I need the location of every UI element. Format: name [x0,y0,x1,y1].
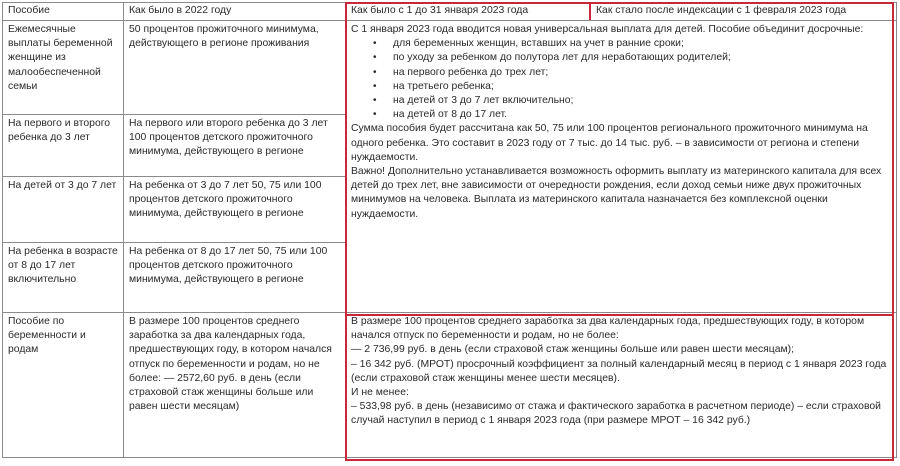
header-2022: Как было в 2022 году [124,3,346,21]
maternity-new-cell [346,313,897,458]
merged-benefits-list [351,37,891,122]
benefit-name: Пособие по беременности и родам [3,313,124,458]
header-benefit: Пособие [3,3,124,21]
maternity-line: И не менее: [351,387,409,399]
maternity-lead: В размере 100 процентов среднего заработка за два календарных года, предшествующих году, в котором начался отпуск по беременности и родам, но не более: [351,316,865,342]
benefit-2022: 50 процентов прожиточного минимума, действующего в регионе проживания [124,21,346,115]
table-row [3,21,897,115]
list-item: • на первого ребенка до трех лет; [351,66,891,80]
list-item: • для беременных женщин, вставших на учет в ранние сроки; [351,37,891,51]
header-divider [589,2,591,20]
header-jan-2023: Как было с 1 до 31 января 2023 года [346,3,591,21]
unified-important-note: Важно! Дополнительно устанавливается возможность оформить выплату из материнского капитала для всех детей до трех лет, вне зависимости от очередности рождения, если доход семьи ниже двух прожиточных минимумов на человека. Выплата из материнского капитала назначается без комплексной оценки нуждаемости. [351,166,882,220]
benefit-2022: На ребенка от 8 до 17 лет 50, 75 или 100 процентов детского прожиточного минимума, действующего в регионе [124,243,346,313]
unified-intro: С 1 января 2023 года вводится новая универсальная выплата для детей. Пособие объединит досрочные: [351,24,864,35]
table-header-row [3,3,897,21]
unified-benefit-cell [346,21,897,313]
benefit-2022: На первого или второго ребенка до 3 лет 100 процентов детского прожиточного минимума, действующего в регионе [124,115,346,177]
benefit-name: Ежемесячные выплаты беременной женщине из малообеспеченной семьи [3,21,124,115]
benefit-2022: На ребенка от 3 до 7 лет 50, 75 или 100 процентов детского прожиточного минимума, действующего в регионе [124,177,346,243]
list-item: • на детей от 3 до 7 лет включительно; [351,94,891,108]
list-item: • по уходу за ребенком до полутора лет для неработающих родителей; [351,51,891,65]
benefit-name: На ребенка в возрасте от 8 до 17 лет включительно [3,243,124,313]
list-item: • на третьего ребенка; [351,80,891,94]
table-row [3,313,897,458]
benefit-name: На детей от 3 до 7 лет [3,177,124,243]
header-feb-2023: Как стало после индексации с 1 февраля 2023 года [591,3,897,21]
maternity-line: — 2 736,99 руб. в день (если страховой стаж женщины больше или равен шести месяцам); [351,344,795,356]
maternity-line: – 533,98 руб. в день (независимо от стажа и фактического заработка в расчетном периоде) – если страховой случай наступил в период с 1 января 2023 года (при размере МРОТ – 16 342 руб.) [351,401,881,427]
list-item: • на детей от 8 до 17 лет. [351,108,891,122]
benefit-name: На первого и второго ребенка до 3 лет [3,115,124,177]
benefit-2022: В размере 100 процентов среднего заработка за два календарных года, предшествующих году, в котором начался отпуск по беременности и родам, но не более: — 2572,60 руб. в день (если страховой стаж женщины больше или равен шести месяцам) [124,313,346,458]
highlight-divider [345,314,894,316]
unified-sum-text: Сумма пособия будет рассчитана как 50, 75 или 100 процентов регионального прожиточного минимума на одного ребенка. Это составит в 2023 году от 7 тыс. до 14 тыс. руб. – в зависимости от региона и степени нуждаемости. [351,123,868,163]
maternity-line: – 16 342 руб. (МРОТ) просрочный коэффициент за полный календарный месяц в период с 1 января 2023 года (если страховой стаж женщины менее шести месяцев). [351,358,887,384]
benefits-comparison-table [2,2,897,458]
